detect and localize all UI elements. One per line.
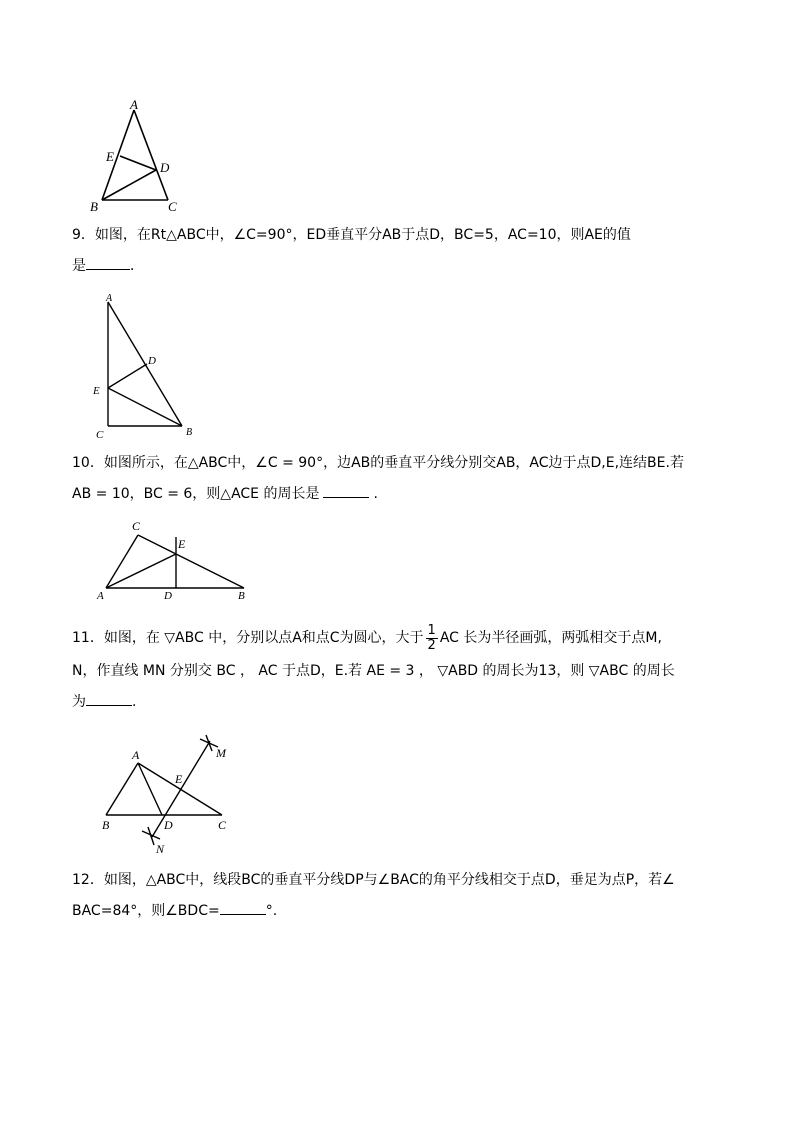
vertex-label-a: A	[97, 590, 104, 602]
vertex-label-c: C	[168, 199, 177, 214]
vertex-label-b: B	[90, 199, 98, 214]
question-11	[72, 620, 722, 718]
vertex-label-d: D	[148, 355, 156, 367]
segment-cb	[138, 535, 244, 588]
question-10-line-1: 10．如图所示，在△ABC中，∠C = 90°，边AB的垂直平分线分别交AB，AC边于点D,E,连结BE.若	[72, 455, 684, 471]
line-mn	[152, 741, 210, 837]
question-11-line-2: N，作直线 MN 分别交 BC ， AC 于点D，E.若 AE = 3 ， ▽ABD 的周长为13，则 ▽ABC 的周长	[72, 663, 675, 679]
answer-blank-q11[interactable]	[86, 691, 132, 706]
vertex-label-c: C	[132, 519, 141, 533]
segment-ac	[134, 110, 168, 200]
fraction-one-half: $\frac{1}{2}$	[427, 622, 436, 653]
vertex-label-c: C	[218, 818, 227, 832]
answer-blank-q10[interactable]	[323, 483, 369, 498]
question-12-line-1: 12．如图，△ABC中，线段BC的垂直平分线DP与∠BAC的角平分线相交于点D，垂足为点P，若∠	[72, 872, 675, 888]
question-10	[72, 448, 722, 510]
vertex-label-e: E	[175, 772, 183, 786]
answer-blank-q12[interactable]	[220, 900, 266, 915]
segment-bd	[102, 170, 156, 200]
vertex-label-a: A	[132, 748, 140, 762]
figure-q10-triangle	[94, 517, 264, 607]
vertex-label-n: N	[156, 842, 165, 856]
segment-ab	[106, 763, 138, 815]
question-10-line-2: AB = 10，BC = 6，则△ACE 的周长是 .	[72, 479, 722, 510]
figure-q8-triangle	[88, 98, 188, 216]
vertex-label-m: M	[216, 746, 226, 760]
question-11-line-3: 为 .	[72, 687, 722, 718]
vertex-label-b: B	[186, 427, 193, 438]
arc-mark-m-2	[206, 735, 212, 751]
question-11-line-1: 11．如图，在 ▽ABC 中，分别以点A和点C为圆心，大于 $\frac{1}{2}$ AC 长为半径画弧，两弧相交于点M,	[72, 622, 662, 653]
question-9	[72, 220, 722, 282]
vertex-label-e: E	[178, 537, 186, 551]
vertex-label-b: B	[238, 590, 245, 602]
segment-ed	[120, 156, 156, 170]
vertex-label-b: B	[102, 818, 110, 832]
vertex-label-a: A	[106, 293, 113, 304]
vertex-label-a: A	[130, 97, 138, 112]
figure-q9-right-triangle	[90, 292, 210, 442]
vertex-label-d: D	[164, 590, 172, 602]
vertex-label-d: D	[160, 160, 170, 175]
figure-q11-construction	[98, 733, 248, 855]
vertex-label-c: C	[96, 429, 104, 441]
vertex-label-d: D	[164, 818, 173, 832]
question-12-line-2: BAC=84°，则∠BDC= °.	[72, 896, 722, 927]
question-12	[72, 865, 722, 927]
vertex-label-e: E	[106, 149, 114, 164]
question-9-line-2: 是 ．	[72, 251, 722, 282]
segment-ed	[108, 364, 147, 388]
vertex-label-e: E	[93, 385, 100, 397]
answer-blank-q9[interactable]	[86, 255, 130, 270]
question-9-line-1: 9．如图，在Rt△ABC中，∠C=90°，ED垂直平分AB于点D，BC=5，AC=10，则AE的值	[72, 227, 631, 243]
